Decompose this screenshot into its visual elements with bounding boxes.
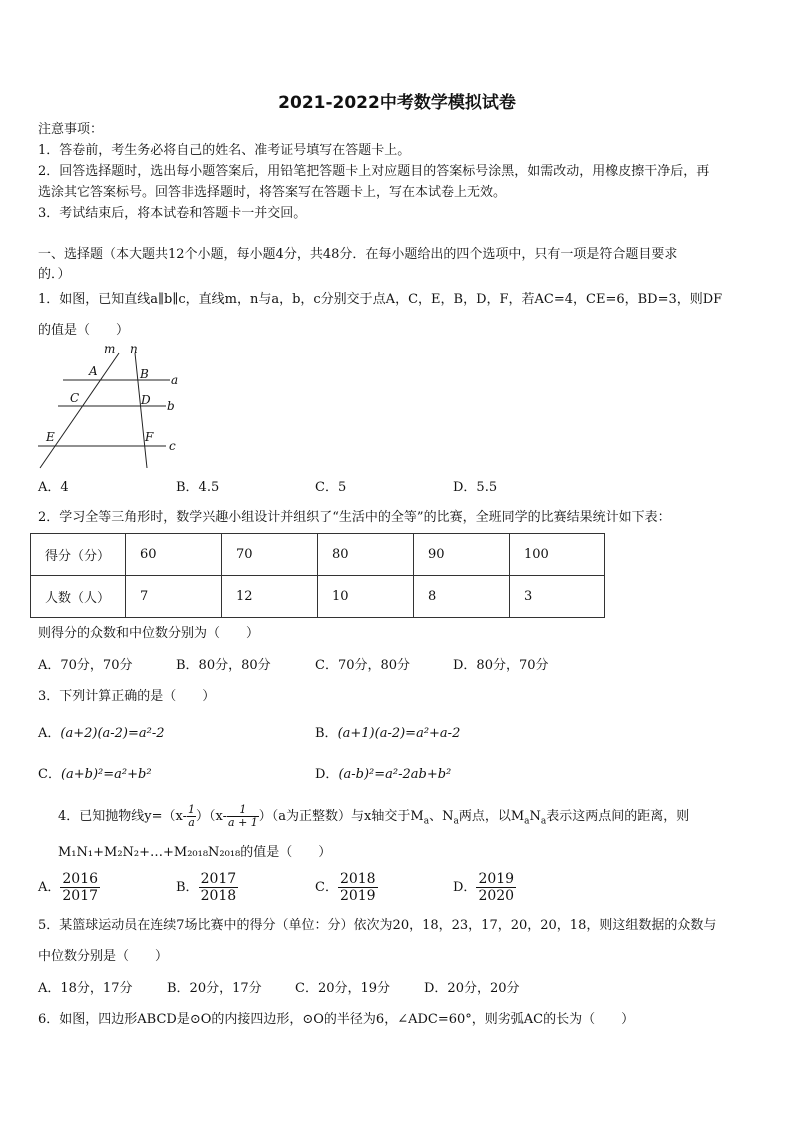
- q3-stem: 3．下列计算正确的是（ ）: [38, 689, 216, 704]
- q4-sum-expr: M₁N₁+M₂N₂+…+M₂₀₁₈N₂₀₁₈: [58, 845, 241, 860]
- q4-sub-2: a: [453, 816, 459, 827]
- q4-option-b-label: B．: [176, 880, 199, 895]
- table-cell: 90: [414, 534, 510, 576]
- notice-item-2b: 选涂其它答案标号。回答非选择题时，将答案写在答题卡上，写在本试卷上无效。: [38, 185, 507, 200]
- table-cell: 人数（人）: [31, 576, 126, 618]
- q4-option-b-den: 2018: [200, 888, 237, 904]
- q4-fraction-1: [187, 804, 196, 829]
- label-F: F: [145, 430, 154, 444]
- q4-post4: N: [529, 809, 541, 824]
- q1-option-a[interactable]: A．4: [38, 480, 69, 495]
- table-cell: 得分（分）: [31, 534, 126, 576]
- table-cell: 7: [126, 576, 222, 618]
- q3-option-c-label: C．: [38, 767, 61, 782]
- label-D: D: [141, 393, 151, 407]
- q2-option-d[interactable]: D．80分，70分: [453, 658, 549, 673]
- q4-option-c[interactable]: [315, 870, 378, 906]
- notice-item-1: 1．答卷前，考生务必将自己的姓名、准考证号填写在答题卡上。: [38, 143, 411, 158]
- q1-figure: [30, 340, 190, 475]
- q3-option-d[interactable]: [315, 766, 451, 784]
- q1-option-d[interactable]: D．5.5: [453, 480, 498, 495]
- table-cell: 100: [510, 534, 605, 576]
- q3-option-b-expr: (a+1)(a-2)=a²+a-2: [337, 726, 461, 741]
- table-cell: 10: [318, 576, 414, 618]
- q4-option-a[interactable]: [38, 870, 100, 906]
- q5-option-a[interactable]: A．18分，17分: [38, 981, 133, 996]
- notice-heading: 注意事项：: [38, 122, 104, 137]
- q4-option-c-label: C．: [315, 880, 338, 895]
- table-row: [31, 576, 605, 618]
- q4-option-a-fraction: [60, 871, 100, 904]
- q4-option-d[interactable]: [453, 870, 516, 906]
- table-cell: 70: [222, 534, 318, 576]
- q1-option-b[interactable]: B．4.5: [176, 480, 220, 495]
- q2-stem: 2．学习全等三角形时，数学兴趣小组设计并组织了“生活中的全等”的比赛，全班同学的比赛结果统计如下表：: [38, 510, 671, 525]
- q2-question: 则得分的众数和中位数分别为（ ）: [38, 626, 260, 641]
- q4-post2: 、N: [429, 809, 454, 824]
- table-cell: 80: [318, 534, 414, 576]
- label-C: C: [70, 391, 80, 405]
- q4-option-d-label: D．: [453, 880, 477, 895]
- q4-option-d-fraction: [476, 871, 516, 904]
- q4-option-b-fraction: [199, 871, 239, 904]
- q4-stem-line2: [58, 844, 331, 862]
- q2-option-b[interactable]: B．80分，80分: [176, 658, 271, 673]
- q4-option-d-num: 2019: [478, 871, 515, 887]
- label-A: A: [89, 364, 98, 378]
- q4-sub-1: a: [423, 816, 430, 827]
- q3-option-d-label: D．: [315, 767, 339, 782]
- label-a: a: [171, 373, 179, 387]
- q3-option-a-label: A．: [38, 726, 61, 741]
- q4-frac1-num: 1: [188, 803, 196, 816]
- label-B: B: [140, 367, 149, 381]
- q3-option-b[interactable]: [315, 725, 460, 743]
- label-m: m: [104, 342, 116, 356]
- q4-stem-line1: [58, 800, 689, 839]
- q4-frac2-num: 1: [227, 804, 259, 817]
- q3-option-d-expr: (a-b)²=a²-2ab+b²: [338, 767, 452, 782]
- q4-post: ）（a为正整数）与x轴交于M: [258, 809, 424, 824]
- q3-option-a[interactable]: [38, 725, 165, 743]
- notice-item-3: 3．考试结束后，将本试卷和答题卡一并交回。: [38, 206, 307, 221]
- section-heading-line2: 的．）: [38, 267, 71, 282]
- q4-post5: 表示这两点间的距离，则: [546, 809, 690, 824]
- q6-stem: 6．如图，四边形ABCD是⊙O的内接四边形，⊙O的半径为6，∠ADC=60°，则劣弧AC的长为（ ）: [38, 1012, 635, 1027]
- table-cell: 60: [126, 534, 222, 576]
- label-c: c: [169, 439, 176, 453]
- q4-sub-4: a: [540, 816, 547, 827]
- q1-stem-line1: 1．如图，已知直线a∥b∥c，直线m，n与a，b，c分别交于点A，C，E，B，D，F，若AC=4，CE=6，BD=3，则DF: [38, 292, 723, 307]
- q5-stem-line2: 中位数分别是（ ）: [38, 949, 169, 964]
- q4-option-a-num: 2016: [62, 871, 99, 887]
- label-n: n: [130, 342, 138, 356]
- q5-stem-line1: 5．某篮球运动员在连续7场比赛中的得分（单位：分）依次为20，18，23，17，20，20，18，则这组数据的众数与: [38, 918, 717, 933]
- q4-frac1-den: a: [188, 816, 195, 829]
- q4-option-c-num: 2018: [339, 871, 376, 887]
- q1-stem-line2: 的值是（ ）: [38, 323, 130, 338]
- q4-option-b-num: 2017: [200, 871, 237, 887]
- q4-option-b[interactable]: [176, 870, 238, 906]
- table-cell: 8: [414, 576, 510, 618]
- table-row: [31, 534, 605, 576]
- section-heading-line1: 一、选择题（本大题共12个小题，每小题4分，共48分．在每小题给出的四个选项中，只有一项是符合题目要求: [38, 247, 678, 262]
- q4-pre: 4．已知抛物线y=（x-: [58, 809, 188, 824]
- q3-option-b-label: B．: [315, 726, 338, 741]
- q5-option-c[interactable]: C．20分，19分: [295, 981, 391, 996]
- q4-option-c-den: 2019: [339, 888, 376, 904]
- q3-option-c-expr: (a+b)²=a²+b²: [60, 767, 152, 782]
- q3-option-a-expr: (a+2)(a-2)=a²-2: [60, 726, 165, 741]
- q4-option-d-den: 2020: [478, 888, 515, 904]
- q4-frac2-den: a + 1: [228, 816, 258, 829]
- q5-option-b[interactable]: B．20分，17分: [167, 981, 262, 996]
- q4-sub-3: a: [524, 816, 530, 827]
- label-E: E: [46, 430, 55, 444]
- page-title: 2021-2022中考数学模拟试卷: [278, 93, 516, 113]
- q4-option-c-fraction: [338, 871, 378, 904]
- q5-option-d[interactable]: D．20分，20分: [424, 981, 520, 996]
- q2-option-c[interactable]: C．70分，80分: [315, 658, 411, 673]
- line-m: [40, 353, 119, 468]
- q2-option-a[interactable]: A．70分，70分: [38, 658, 133, 673]
- q1-option-c[interactable]: C．5: [315, 480, 347, 495]
- q4-mid: ）（x-: [196, 809, 228, 824]
- table-cell: 3: [510, 576, 605, 618]
- notice-item-2a: 2．回答选择题时，选出每小题答案后，用铅笔把答题卡上对应题目的答案标号涂黑，如需改动，用橡皮擦干净后，再: [38, 164, 710, 179]
- score-table: [30, 533, 605, 618]
- q3-option-c[interactable]: [38, 766, 152, 784]
- q4-tail: 的值是（ ）: [240, 845, 332, 860]
- q4-fraction-2: [227, 804, 259, 829]
- q4-post3: 两点，以M: [458, 809, 525, 824]
- q4-option-a-label: A．: [38, 880, 61, 895]
- label-b: b: [167, 399, 175, 413]
- q4-option-a-den: 2017: [62, 888, 99, 904]
- table-cell: 12: [222, 576, 318, 618]
